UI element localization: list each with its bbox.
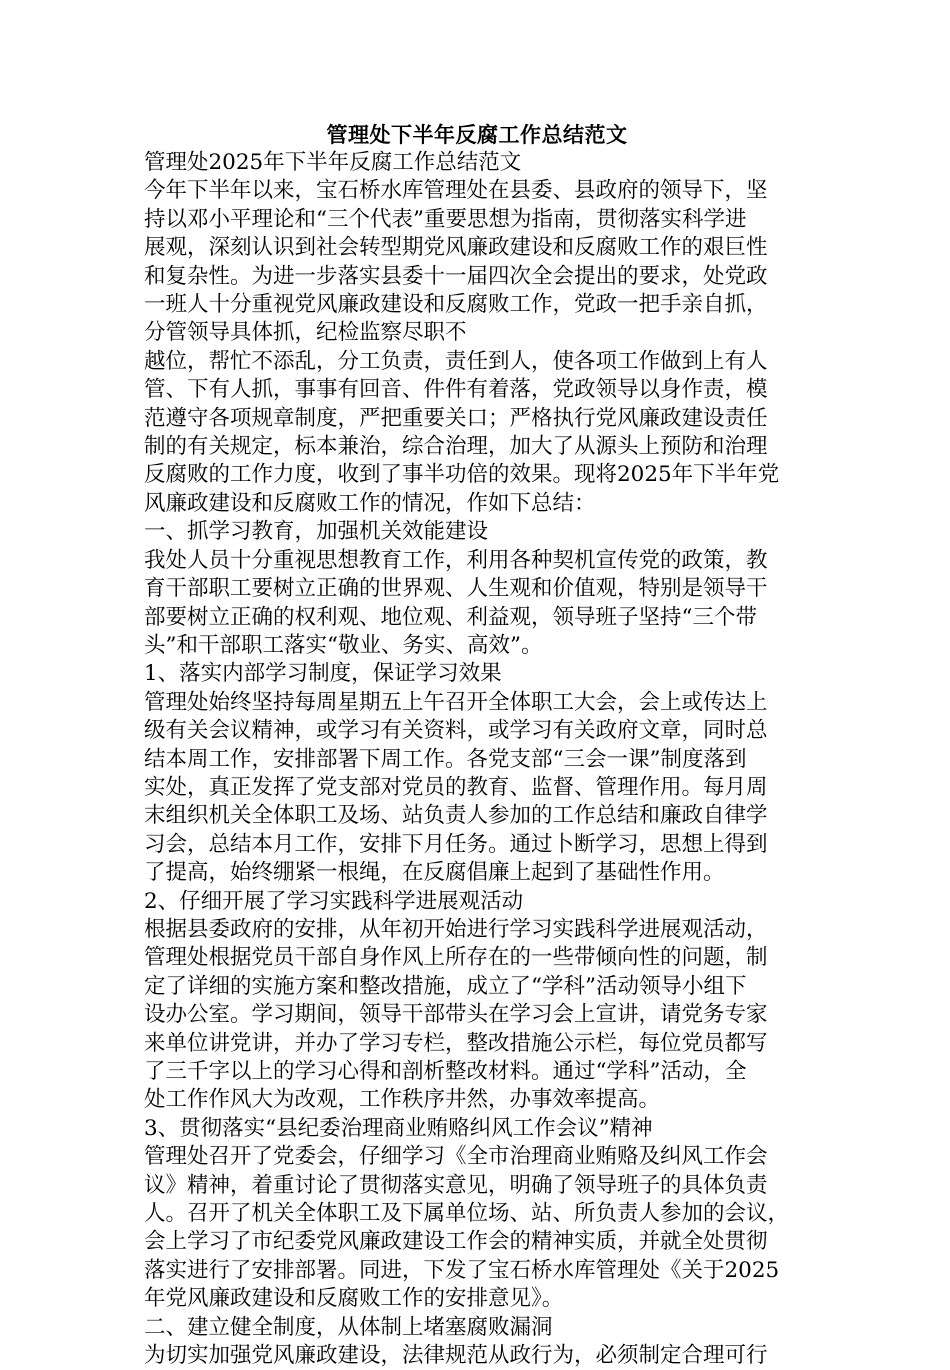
text-line: 了提高，始终绷紧一根绳，在反腐倡廉上起到了基础性作用。	[144, 860, 725, 886]
text-line: 级有关会议精神，或学习有关资料，或学习有关政府文章，同时总	[144, 718, 768, 744]
text-line: 风廉政建设和反腐败工作的情况，作如下总结：	[144, 490, 596, 516]
text-line: 人。召开了机关全体职工及下属单位场、站、所负责人参加的会议，	[144, 1201, 790, 1227]
text-line: 二、建立健全制度，从体制上堵塞腐败漏洞	[144, 1314, 553, 1340]
text-line: 落实进行了安排部署。同进，下发了宝石桥水库管理处《关于2025	[144, 1257, 780, 1283]
text-line: 管、下有人抓，事事有回音、件件有着落，党政领导以身作责，模	[144, 377, 768, 403]
text-line: 2、仔细开展了学习实践科学进展观活动	[144, 888, 524, 914]
text-line: 持以邓小平理论和“三个代表”重要思想为指南，贯彻落实科学进	[144, 206, 747, 232]
text-line: 部要树立正确的权利观、地位观、利益观，领导班子坚持“三个带	[144, 604, 757, 630]
document-title: 管理处下半年反腐工作总结范文	[326, 123, 628, 147]
text-line: 年党风廉政建设和反腐败工作的安排意见》。	[144, 1286, 564, 1312]
text-line: 末组织机关全体职工及场、站负责人参加的工作总结和廉政自律学	[144, 803, 768, 829]
text-line: 一班人十分重视党风廉政建设和反腐败工作，党政一把手亲自抓，	[144, 292, 768, 318]
text-line: 头”和干部职工落实“敬业、务实、高效”。	[144, 632, 543, 658]
text-line: 分管领导具体抓，纪检监察尽职不	[144, 320, 467, 346]
text-line: 根据县委政府的安排，从年初开始进行学习实践科学进展观活动，	[144, 916, 768, 942]
text-line: 定了详细的实施方案和整改措施，成立了“学科”活动领导小组下	[144, 973, 747, 999]
text-line: 3、贯彻落实“县纪委治理商业贿赂纠风工作会议”精神	[144, 1115, 653, 1141]
text-line: 一、抓学习教育，加强机关效能建设	[144, 519, 489, 545]
text-line: 结本周工作，安排部署下周工作。各党支部“三会一课”制度落到	[144, 746, 747, 772]
document-body	[144, 149, 810, 1370]
text-line: 议》精神，着重讨论了贯彻落实意见，明确了领导班子的具体负责	[144, 1172, 768, 1198]
text-line: 了三千字以上的学习心得和剖析整改材料。通过“学科”活动，全	[144, 1059, 747, 1084]
text-line: 管理处召开了党委会，仔细学习《全市治理商业贿赂及纠风工作会	[144, 1144, 768, 1170]
text-line: 管理处2025年下半年反腐工作总结范文	[144, 150, 522, 175]
text-line: 处工作作风大为改观，工作秩序井然，办事效率提高。	[144, 1087, 661, 1113]
text-line: 管理处根据党员干部自身作风上所存在的一些带倾向性的问题，制	[144, 945, 768, 971]
text-line: 1、落实内部学习制度，保证学习效果	[144, 661, 502, 687]
text-line: 习会，总结本月工作，安排下月任务。通过卜断学习，思想上得到	[144, 831, 768, 857]
text-line: 育干部职工要树立正确的世界观、人生观和价值观，特别是领导干	[144, 576, 768, 602]
text-line: 来单位讲党讲，并办了学习专栏，整改措施公示栏，每位党员都写	[144, 1030, 768, 1056]
text-line: 会上学习了市纪委党风廉政建设工作会的精神实质，并就全处贯彻	[144, 1229, 768, 1255]
text-line: 我处人员十分重视思想教育工作，利用各种契机宣传党的政策，教	[144, 547, 768, 573]
text-line: 和复杂性。为进一步落实县委十一届四次全会提出的要求，处党政	[144, 263, 768, 289]
text-line: 展观，深刻认识到社会转型期党风廉政建设和反腐败工作的艰巨性	[144, 235, 768, 261]
text-line: 今年下半年以来，宝石桥水库管理处在县委、县政府的领导下，坚	[144, 178, 768, 204]
text-line: 实处，真正发挥了党支部对党员的教育、监督、管理作用。每月周	[144, 774, 768, 800]
text-line: 反腐败的工作力度，收到了事半功倍的效果。现将2025年下半年党	[144, 462, 780, 488]
text-line: 越位，帮忙不添乱，分工负责，责任到人，使各项工作做到上有人	[144, 348, 768, 374]
document-page	[144, 121, 810, 1370]
text-line: 设办公室。学习期间，领导干部带头在学习会上宣讲，请党务专家	[144, 1002, 768, 1028]
text-line: 管理处始终坚持每周星期五上午召开全体职工大会，会上或传达上	[144, 689, 768, 715]
text-line: 为切实加强党风廉政建设，法律规范从政行为，必须制定合理可行	[144, 1343, 768, 1369]
text-line: 范遵守各项规章制度，严把重要关口；严格执行党风廉政建设责任	[144, 405, 768, 431]
text-line: 制的有关规定，标本兼治，综合治理，加大了从源头上预防和治理	[144, 434, 768, 460]
